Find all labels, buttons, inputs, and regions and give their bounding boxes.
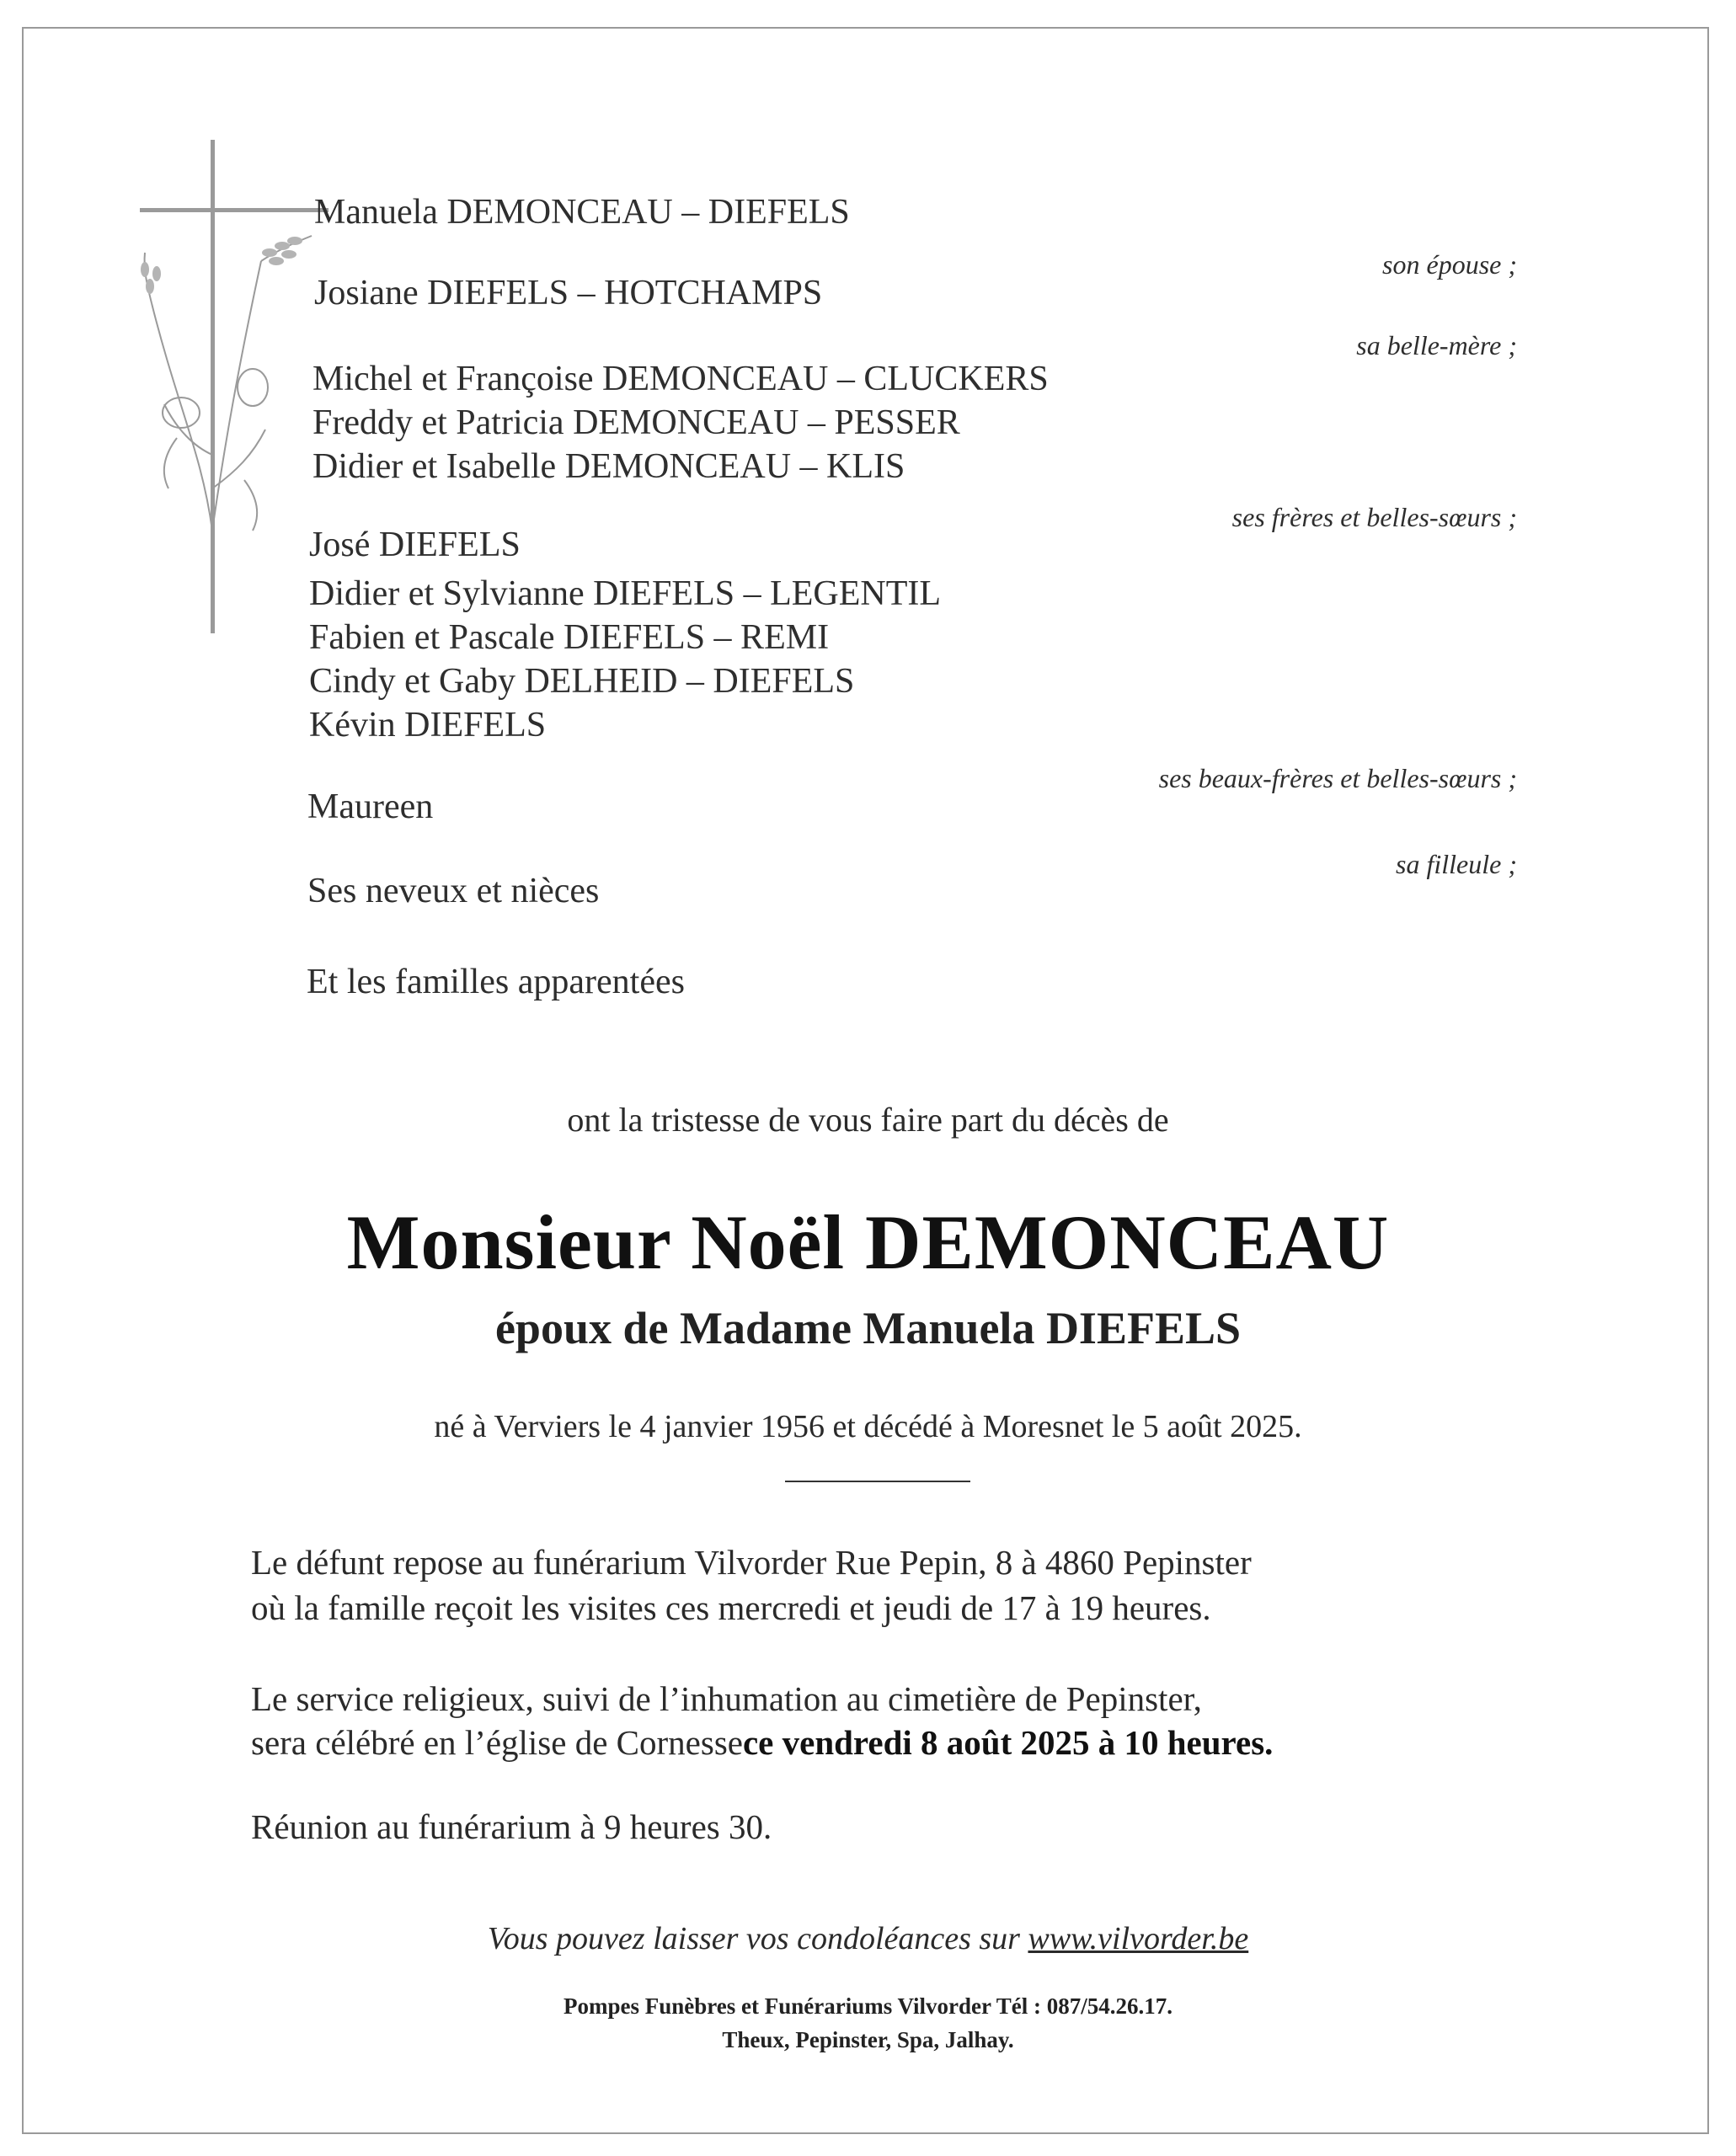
deceased-dates: né à Verviers le 4 janvier 1956 et décédé à Moresnet le 5 août 2025.: [434, 1409, 1302, 1444]
family-name-1: Manuela DEMONCEAU – DIEFELS: [314, 193, 850, 232]
family-name-2: Josiane DIEFELS – HOTCHAMPS: [314, 274, 823, 312]
family-name-6: Ses neveux et nièces: [307, 872, 600, 910]
service-line-1: Le service religieux, suivi de l’inhumation au cimetière de Pepinster,: [251, 1679, 1202, 1718]
deceased-name: Monsieur Noël DEMONCEAU: [346, 1199, 1390, 1285]
relation-spouse: son épouse ;: [1382, 249, 1517, 280]
family-name-3b: Freddy et Patricia DEMONCEAU – PESSER: [312, 403, 960, 442]
service-date: ce vendredi 8 août 2025 à 10 heures.: [742, 1723, 1274, 1762]
announcement-text: ont la tristesse de vous faire part du décès de: [567, 1101, 1169, 1139]
deceased-spouse: époux de Madame Manuela DIEFELS: [494, 1303, 1242, 1353]
service-church: sera célébré en l’église de Cornesse: [251, 1723, 743, 1762]
separator-rule: [785, 1481, 970, 1482]
family-name-4d: Cindy et Gaby DELHEID – DIEFELS: [309, 662, 855, 701]
condolences-link[interactable]: www.vilvorder.be: [1028, 1921, 1249, 1956]
relation-in-laws: ses beaux-frères et belles-sœurs ;: [1158, 763, 1517, 793]
visitation-line-1: Le défunt repose au funérarium Vilvorder Rue Pepin, 8 à 4860 Pepinster: [251, 1543, 1252, 1582]
family-name-3c: Didier et Isabelle DEMONCEAU – KLIS: [312, 447, 905, 486]
cross-with-wheat-and-flowers-icon: [126, 135, 329, 640]
relation-goddaughter: sa filleule ;: [1396, 849, 1517, 879]
footer-line-2: Theux, Pepinster, Spa, Jalhay.: [722, 2027, 1014, 2052]
service-line-2: [251, 1720, 1273, 1765]
visitation-line-2: où la famille reçoit les visites ces mercredi et jeudi de 17 à 19 heures.: [251, 1588, 1211, 1627]
family-name-4e: Kévin DIEFELS: [309, 706, 547, 744]
condolences-text: Vous pouvez laisser vos condoléances sur: [487, 1921, 1028, 1956]
footer-line-1: Pompes Funèbres et Funérariums Vilvorder Tél : 087/54.26.17.: [564, 1993, 1172, 2019]
relation-mother-in-law: sa belle-mère ;: [1356, 330, 1517, 360]
relation-siblings: ses frères et belles-sœurs ;: [1231, 502, 1517, 532]
meeting-text: Réunion au funérarium à 9 heures 30.: [251, 1807, 772, 1846]
family-name-7: Et les familles apparentées: [307, 963, 685, 1001]
family-name-5: Maureen: [307, 787, 434, 826]
family-name-3a: Michel et Françoise DEMONCEAU – CLUCKERS: [312, 360, 1049, 398]
family-name-4a: José DIEFELS: [309, 526, 521, 564]
family-name-4c: Fabien et Pascale DIEFELS – REMI: [309, 618, 830, 657]
family-name-4b: Didier et Sylvianne DIEFELS – LEGENTIL: [309, 574, 942, 613]
condolences-line: [0, 1920, 1736, 1957]
